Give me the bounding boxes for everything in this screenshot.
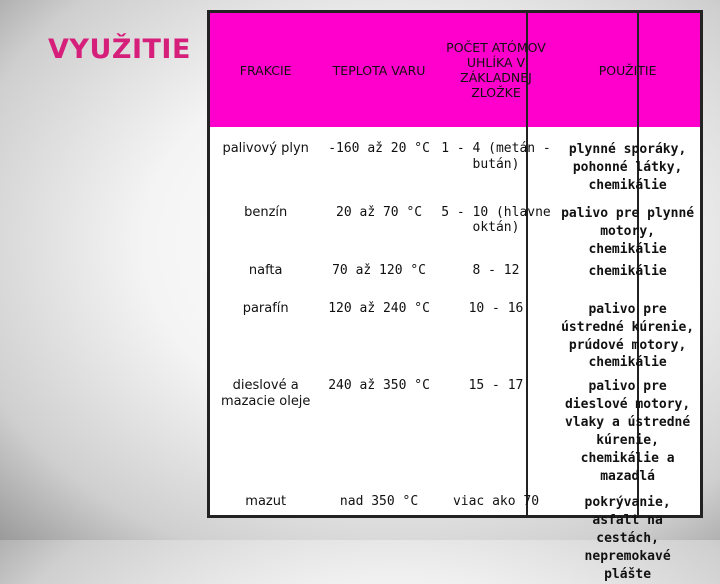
header-use: POUŽITIE xyxy=(598,62,657,78)
fraction-cell: nafta xyxy=(248,262,283,278)
header-boiling-point: TEPLOTA VARU xyxy=(332,62,426,78)
table-row xyxy=(210,297,700,373)
use-cell: palivo pre ústredné kúrenie, prúdové motory, chemikálie xyxy=(561,301,695,371)
table-row xyxy=(210,372,700,486)
fraction-cell: dieslové a mazacie oleje xyxy=(220,378,311,409)
carbon-count-cell: 10 - 16 xyxy=(468,300,524,316)
header-row xyxy=(210,13,700,127)
use-cell: chemikálie xyxy=(588,263,667,279)
fraction-cell: palivový plyn xyxy=(222,141,309,156)
temperature-cell: -160 až 20 °C xyxy=(328,141,430,156)
slide-title: VYUŽITIE xyxy=(48,34,191,65)
carbon-count-cell: 8 - 12 xyxy=(472,262,520,278)
temperature-cell: 240 až 350 °C xyxy=(328,378,430,394)
header-carbon-atoms: POČET ATÓMOV UHLÍKA V ZÁKLADNEJ ZLOŽKE xyxy=(446,40,546,100)
fraction-cell: mazut xyxy=(245,494,287,509)
temperature-cell: 120 až 240 °C xyxy=(328,300,430,316)
table-row xyxy=(210,127,700,195)
temperature-cell: 70 až 120 °C xyxy=(332,262,427,278)
temperature-cell: 20 až 70 °C xyxy=(336,204,423,220)
use-cell: palivo pre plynné motory, chemikálie xyxy=(561,205,695,257)
fraction-cell: parafín xyxy=(242,300,289,316)
temperature-cell: nad 350 °C xyxy=(339,494,419,509)
fraction-cell: benzín xyxy=(244,204,288,220)
use-cell: palivo pre dieslové motory, vlaky a ústredné kúrenie, chemikálie a mazadlá xyxy=(564,379,691,485)
carbon-count-cell: viac ako 70 xyxy=(452,494,540,509)
use-cell: pokrývanie, asfalt na cestách, nepremokavé plášte xyxy=(584,495,671,582)
header-fraction: FRAKCIE xyxy=(239,62,292,78)
carbon-count-cell: 5 - 10 (hlavne oktán) xyxy=(441,204,551,236)
table-row xyxy=(210,486,700,584)
use-cell: plynné sporáky, pohonné látky, chemikálie xyxy=(568,142,687,193)
fractions-table xyxy=(207,10,703,582)
carbon-count-cell: 15 - 17 xyxy=(468,378,524,394)
table-row xyxy=(210,195,700,259)
carbon-count-cell: 1 - 4 (metán - bután) xyxy=(441,141,551,172)
table-row xyxy=(210,259,700,297)
